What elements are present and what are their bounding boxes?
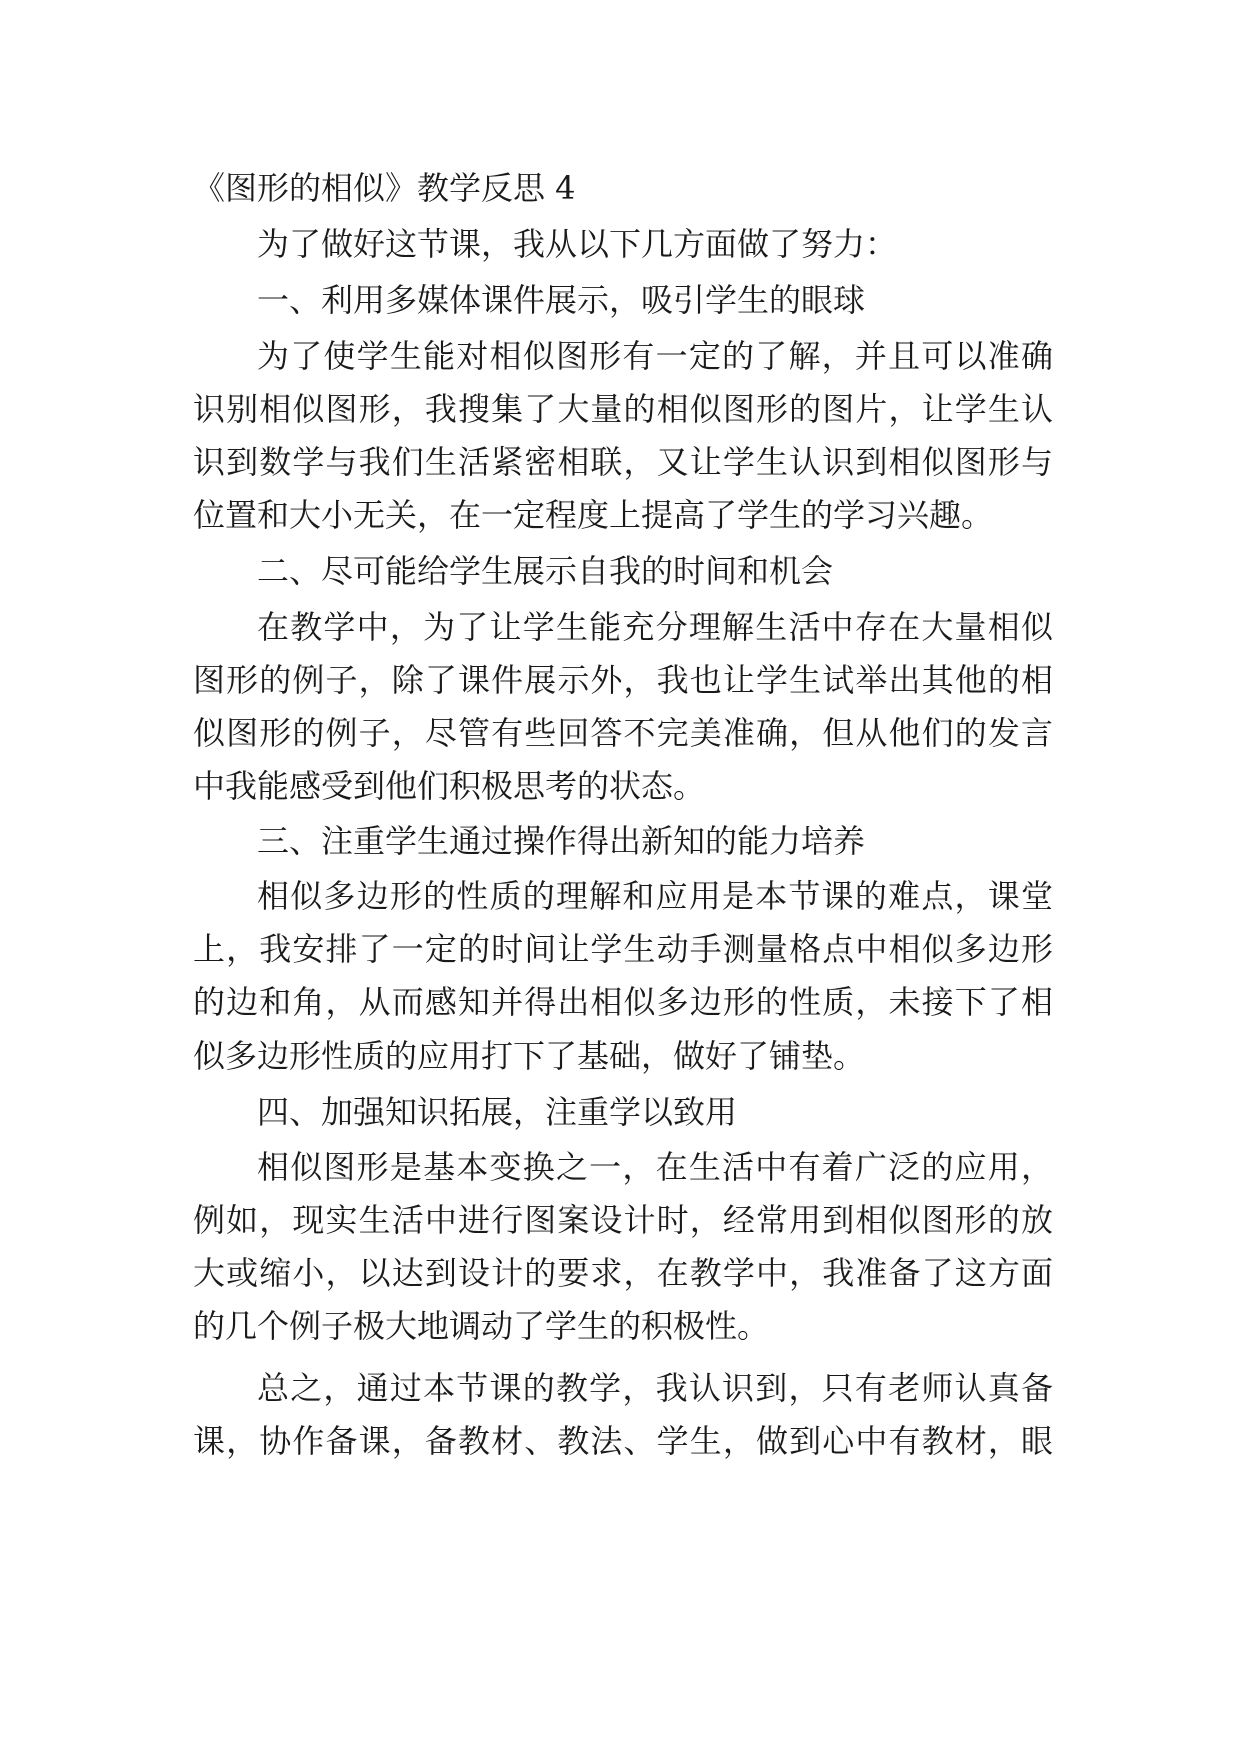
paragraph-1-line-2: 识别相似图形，我搜集了大量的相似图形的图片，让学生认: [193, 390, 1053, 428]
paragraph-3-line-2: 上，我安排了一定的时间让学生动手测量格点中相似多边形: [193, 930, 1053, 968]
paragraph-3-line-1: 相似多边形的性质的理解和应用是本节课的难点，课堂: [257, 877, 1053, 915]
paragraph-4-line-3: 大或缩小，以达到设计的要求，在教学中，我准备了这方面: [193, 1254, 1053, 1292]
document-title: 《图形的相似》教学反思 4: [193, 169, 576, 207]
paragraph-2-line-2: 图形的例子，除了课件展示外，我也让学生试举出其他的相: [193, 661, 1053, 699]
heading-section-3: 三、注重学生通过操作得出新知的能力培养: [257, 822, 866, 860]
paragraph-1-line-4: 位置和大小无关，在一定程度上提高了学生的学习兴趣。: [193, 496, 994, 534]
paragraph-4-line-4: 的几个例子极大地调动了学生的积极性。: [193, 1307, 770, 1345]
paragraph-5-line-1: 总之，通过本节课的教学，我认识到，只有老师认真备: [257, 1369, 1053, 1407]
paragraph-4-line-1: 相似图形是基本变换之一，在生活中有着广泛的应用，: [257, 1148, 1053, 1186]
paragraph-intro: 为了做好这节课，我从以下几方面做了努力：: [257, 225, 898, 263]
paragraph-3-line-4: 似多边形性质的应用打下了基础，做好了铺垫。: [193, 1037, 866, 1075]
paragraph-2-line-3: 似图形的例子，尽管有些回答不完美准确，但从他们的发言: [193, 714, 1053, 752]
paragraph-3-line-3: 的边和角，从而感知并得出相似多边形的性质，未接下了相: [193, 983, 1053, 1021]
paragraph-5-line-2: 课，协作备课，备教材、教法、学生，做到心中有教材，眼: [193, 1422, 1053, 1460]
paragraph-4-line-2: 例如，现实生活中进行图案设计时，经常用到相似图形的放: [193, 1201, 1053, 1239]
paragraph-1-line-1: 为了使学生能对相似图形有一定的了解，并且可以准确: [257, 337, 1053, 375]
paragraph-1-line-3: 识到数学与我们生活紧密相联，又让学生认识到相似图形与: [193, 443, 1053, 481]
heading-section-1: 一、利用多媒体课件展示，吸引学生的眼球: [257, 281, 866, 319]
paragraph-2-line-1: 在教学中，为了让学生能充分理解生活中存在大量相似: [257, 608, 1053, 646]
paragraph-2-line-4: 中我能感受到他们积极思考的状态。: [193, 767, 706, 805]
heading-section-4: 四、加强知识拓展，注重学以致用: [257, 1093, 738, 1131]
heading-section-2: 二、尽可能给学生展示自我的时间和机会: [257, 552, 834, 590]
